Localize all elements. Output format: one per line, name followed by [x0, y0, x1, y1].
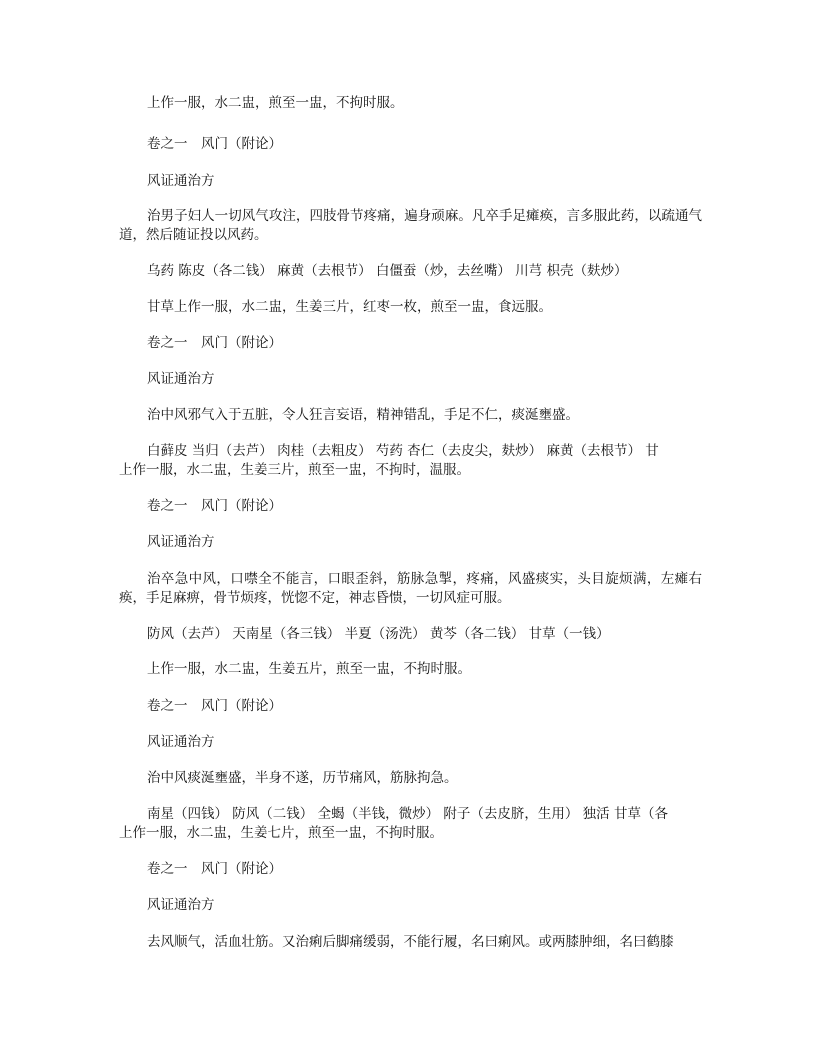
subsection-heading-4: 风证通治方 [147, 734, 215, 750]
paragraph-21: 上作一服，水二盅，生姜七片，煎至一盅，不拘时服。 [119, 825, 443, 841]
paragraph-11: 上作一服，水二盅，生姜三片，煎至一盅，不拘时，温服。 [119, 462, 470, 478]
paragraph-6: 甘草上作一服，水二盅，生姜三片，红枣一枚，煎至一盅，食远服。 [147, 299, 552, 315]
paragraph-16: 上作一服，水二盅，生姜五片，煎至一盅，不拘时服。 [147, 661, 471, 677]
paragraph-9: 治中风邪气入于五脏，令人狂言妄语，精神错乱，手足不仁，痰涎壅盛。 [147, 407, 579, 423]
herb-list-1: 乌药 陈皮（各二钱） 麻黄（去根节） 白僵蚕（炒，去丝嘴） 川芎 枳壳（麸炒） [147, 263, 628, 279]
subsection-heading-3: 风证通治方 [147, 534, 215, 550]
paragraph-14: 治卒急中风，口噤全不能言，口眼歪斜，筋脉急掣，疼痛，风盛痰实，头目旋烦满，左瘫右痪，手足麻痹，骨节烦疼，恍惚不定，神志昏愦，一切风症可服。 [119, 571, 702, 606]
subsection-heading-5: 风证通治方 [147, 897, 215, 913]
paragraph-4: 治男子妇人一切风气攻注，四肢骨节疼痛，遍身顽麻。凡卒手足瘫痪，言多服此药，以疏通气道，然后随证投以风药。 [119, 208, 702, 243]
paragraph-19: 治中风痰涎壅盛，半身不遂，历节痛风，筋脉拘急。 [147, 770, 458, 786]
subsection-heading-2: 风证通治方 [147, 371, 215, 387]
section-heading-2: 卷之一 风门（附论） [147, 335, 282, 351]
herb-list-3: 防风（去芦） 天南星（各三钱） 半夏（汤洗） 黄芩（各二钱） 甘草（一钱） [147, 626, 610, 642]
herb-list-4: 南星（四钱） 防风（二钱） 全蝎（半钱，微炒） 附子（去皮脐，生用） 独活 甘草（各 [147, 806, 668, 822]
subsection-heading-1: 风证通治方 [147, 173, 215, 189]
section-heading-1: 卷之一 风门（附论） [147, 136, 282, 152]
herb-list-2: 白藓皮 当归（去芦） 肉桂（去粗皮） 芍药 杏仁（去皮尖，麸炒） 麻黄（去根节） 甘 [147, 443, 659, 459]
section-heading-3: 卷之一 风门（附论） [147, 498, 282, 514]
paragraph-24: 去风顺气，活血壮筋。又治痢后脚痛缓弱，不能行履，名曰痢风。或两膝肿细，名曰鹤膝 [147, 934, 674, 950]
section-heading-4: 卷之一 风门（附论） [147, 698, 282, 714]
paragraph-1: 上作一服，水二盅，煎至一盅，不拘时服。 [147, 95, 404, 111]
section-heading-5: 卷之一 风门（附论） [147, 861, 282, 877]
